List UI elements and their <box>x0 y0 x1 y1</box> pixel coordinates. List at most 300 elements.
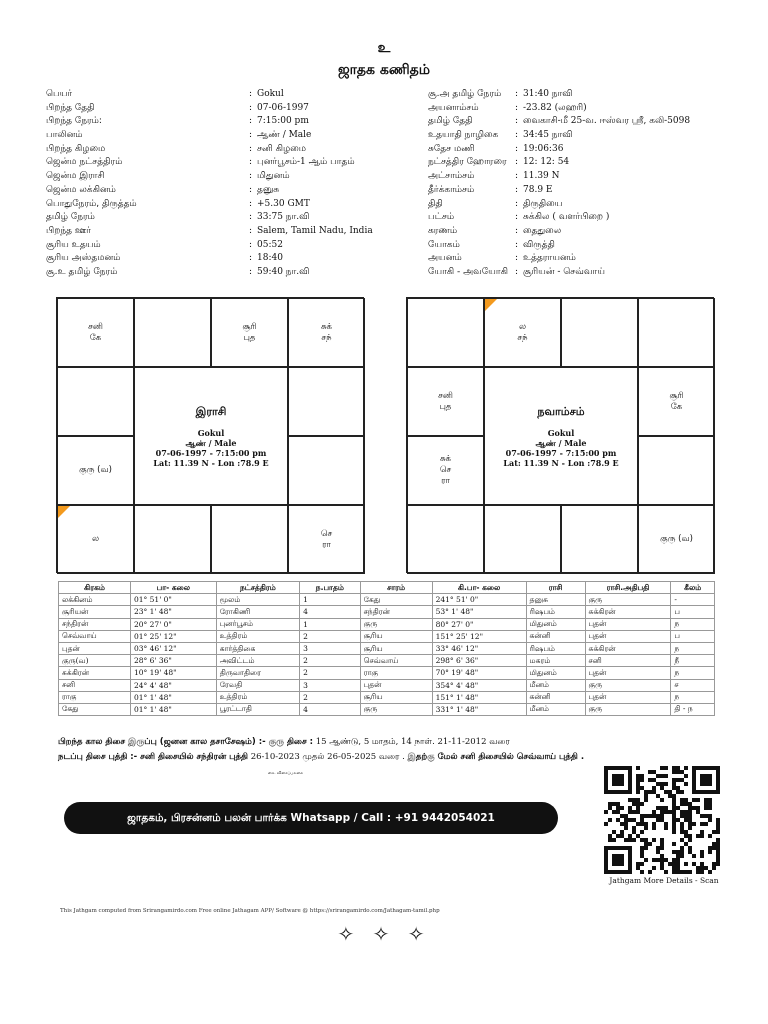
info-value: +5.30 GMT <box>257 198 310 209</box>
info-label: அட்சாம்சம் <box>428 171 475 182</box>
info-value: 78.9 E <box>523 184 553 195</box>
table-cell: சந்திரன் <box>59 618 131 630</box>
info-label: உதயாதி நாழிகை <box>428 130 499 141</box>
planet-label: குரு (வ) <box>660 534 693 544</box>
table-row <box>59 606 715 618</box>
info-value: தனுசு <box>257 184 280 195</box>
house-cell <box>638 505 715 574</box>
planet-label: ரா <box>322 539 331 550</box>
planet-label: குரு (வ) <box>79 465 112 475</box>
house-cell <box>288 436 365 505</box>
table-cell: 1 <box>300 594 361 606</box>
house-cell <box>288 298 365 367</box>
info-separator: : <box>515 198 519 209</box>
info-label: ஜென்ம இராசி <box>46 171 105 182</box>
table-cell: கார்த்திகை <box>216 642 299 654</box>
info-separator: : <box>515 184 519 195</box>
info-value: மிதுனம் <box>257 171 290 182</box>
info-label: சூ.அ தமிழ் நேரம் <box>428 89 502 99</box>
info-separator: : <box>249 198 253 209</box>
table-header-row <box>59 582 715 594</box>
info-value: 07-06-1997 <box>257 102 309 113</box>
table-row <box>59 630 715 642</box>
page-title: ஜாதக கணிதம் <box>337 62 431 78</box>
info-row <box>46 143 386 157</box>
info-value: ஆண் / Male <box>257 130 312 141</box>
table-cell: சுக்கிரன் <box>585 606 671 618</box>
table-cell: மிதுனம் <box>526 618 585 630</box>
info-separator: : <box>249 266 253 277</box>
info-row <box>428 115 748 129</box>
qr-caption: Jathgam More Details - Scan <box>609 876 719 885</box>
footer-credit: This Jathgam computed from Srirangamirdo.com Free online Jathagam APP/ Software @ https://srirangamirdo.com/Jathagam-tamil.php <box>60 908 440 914</box>
table-cell: ரிஷபம் <box>526 642 585 654</box>
info-value: சுக்கில ( வளர்பிறை ) <box>523 212 610 223</box>
info-row <box>428 156 748 170</box>
house-cell <box>638 436 715 505</box>
info-row <box>428 211 748 225</box>
info-value: திருதியை <box>523 198 563 209</box>
info-row <box>428 88 748 102</box>
qr-code-image[interactable] <box>604 766 720 874</box>
info-row <box>46 102 386 116</box>
table-cell: 4 <box>300 703 361 715</box>
table-cell: புதன் <box>585 691 671 703</box>
info-separator: : <box>249 253 253 264</box>
planet-position-table <box>58 581 715 716</box>
table-cell: மிதுனம் <box>526 667 585 679</box>
info-row <box>428 184 748 198</box>
chart-gender: ஆண் / Male <box>535 437 587 448</box>
info-label: தீர்க்காம்சம் <box>428 184 475 195</box>
info-row <box>428 143 748 157</box>
table-cell: திருவாதிரை <box>216 667 299 679</box>
planet-label: புத <box>243 332 256 343</box>
table-cell: மகரம் <box>526 655 585 667</box>
info-separator: : <box>249 143 253 154</box>
column-header: ராசி.அதிபதி <box>585 582 671 594</box>
house-cell <box>57 505 134 574</box>
info-value: 31:40 நாவி <box>523 89 573 99</box>
table-cell: செவ்வாய் <box>59 630 131 642</box>
table-cell: 151° 1' 48" <box>432 691 526 703</box>
table-cell: புதன் <box>59 642 131 654</box>
info-value: 59:40 நா.வி <box>257 266 310 277</box>
planet-label: கே <box>670 401 683 412</box>
birth-dasa-value: 15 ஆண்டு, 5 மாதம், 14 நாள். 21-11-2012 வரை <box>313 737 510 747</box>
table-cell: கன்னி <box>526 630 585 642</box>
info-label: நட்சத்திர ஹோரரை <box>428 157 507 168</box>
info-value: 11.39 N <box>523 171 560 182</box>
info-value: புனர்பூசம்-1 ஆம் பாதம் <box>257 157 355 168</box>
info-label: தமிழ் தேதி <box>428 116 473 127</box>
info-value: Salem, Tamil Nadu, India <box>257 225 373 236</box>
table-cell: 01° 1' 48" <box>130 691 216 703</box>
info-label: பட்சம் <box>428 212 455 223</box>
table-cell: 01° 25' 12" <box>130 630 216 642</box>
info-separator: : <box>515 266 519 277</box>
table-cell: ந <box>671 642 715 654</box>
house-cell <box>134 505 211 574</box>
table-row <box>59 594 715 606</box>
table-cell: புனர்பூசம் <box>216 618 299 630</box>
table-cell: சூரிய <box>360 630 432 642</box>
chart-center <box>484 367 638 505</box>
house-cell <box>638 298 715 367</box>
lagna-marker-icon <box>485 299 497 311</box>
table-cell: புதன் <box>360 679 432 691</box>
table-cell: 23° 1' 48" <box>130 606 216 618</box>
table-cell: 70° 19' 48" <box>432 667 526 679</box>
chart-title: நவாம்சம் <box>537 404 585 418</box>
chart-datetime: 07-06-1997 - 7:15:00 pm <box>505 447 617 458</box>
chart-name: Gokul <box>197 427 225 438</box>
table-cell: ரோகிணி <box>216 606 299 618</box>
table-cell: சந்திரன் <box>360 606 432 618</box>
info-separator: : <box>515 102 519 113</box>
table-cell: சுக்கிரன் <box>59 667 131 679</box>
info-separator: : <box>515 253 519 264</box>
next-bhukti-note: இதற்கு மேல் சனி திசையில் செவ்வாய் புத்தி . <box>407 752 585 762</box>
table-cell: லக்கினம் <box>59 594 131 606</box>
table-cell: 3 <box>300 642 361 654</box>
info-row <box>46 266 386 280</box>
table-cell: தி - ந <box>671 703 715 715</box>
info-separator: : <box>249 130 253 141</box>
house-cell <box>288 505 365 574</box>
info-label: சூ.உ தமிழ் நேரம் <box>46 266 118 277</box>
info-row <box>46 239 386 253</box>
decorative-stars-icon: ✧ ✧ ✧ <box>337 922 431 946</box>
table-cell: கேது <box>59 703 131 715</box>
house-cell <box>288 367 365 436</box>
table-cell: மூலம் <box>216 594 299 606</box>
planet-label: சுக் <box>321 321 332 332</box>
info-value: 34:45 நாவி <box>523 130 573 141</box>
info-separator: : <box>515 116 519 127</box>
info-label: யோகம் <box>428 239 460 250</box>
table-cell: குரு <box>585 679 671 691</box>
info-separator: : <box>515 239 519 250</box>
info-row <box>46 170 386 184</box>
table-cell: சுக்கிரன் <box>585 642 671 654</box>
table-cell: புதன் <box>585 630 671 642</box>
info-row <box>46 225 386 239</box>
info-row <box>46 198 386 212</box>
table-cell: செவ்வாய் <box>360 655 432 667</box>
om-symbol: உ <box>377 40 391 56</box>
table-cell: 241° 51' 0" <box>432 594 526 606</box>
table-cell: 20° 27' 0" <box>130 618 216 630</box>
house-cell <box>561 298 638 367</box>
info-row <box>46 88 386 102</box>
planet-label: சனி <box>438 390 453 401</box>
planet-label: ல <box>518 321 527 332</box>
info-separator: : <box>515 171 519 182</box>
info-value: -23.82 (லஹரி) <box>523 102 587 113</box>
table-cell: 2 <box>300 630 361 642</box>
info-label: கரணம் <box>428 225 458 236</box>
info-label: சுதேச மணி <box>428 143 475 154</box>
info-value: 19:06:36 <box>523 143 564 154</box>
table-cell: 80° 27' 0" <box>432 618 526 630</box>
table-cell: ந <box>671 618 715 630</box>
table-cell: 2 <box>300 655 361 667</box>
info-row <box>46 252 386 266</box>
table-cell: பூரட்டாதி <box>216 703 299 715</box>
info-label: ஜென்ம நட்சத்திரம் <box>46 157 123 168</box>
table-cell: நீ <box>671 655 715 667</box>
info-label: அயனம் <box>428 253 462 264</box>
table-cell: உத்திரம் <box>216 630 299 642</box>
table-cell: சனி <box>59 679 131 691</box>
table-cell: 10° 19' 48" <box>130 667 216 679</box>
info-separator: : <box>515 89 519 99</box>
info-value: வைகாசி-மீ 25-வ. ஈஸ்வர ஸ்ரீ, கலி-5098 <box>523 116 691 127</box>
table-cell: ச <box>671 679 715 691</box>
table-row <box>59 691 715 703</box>
planet-label: சூரி <box>669 390 684 401</box>
table-cell: 24° 4' 48" <box>130 679 216 691</box>
house-cell <box>134 298 211 367</box>
chart-latlon: Lat: 11.39 N - Lon :78.9 E <box>153 457 269 468</box>
table-cell: உத்திரம் <box>216 691 299 703</box>
info-row <box>46 115 386 129</box>
house-cell <box>211 298 288 367</box>
table-row <box>59 679 715 691</box>
house-cell <box>57 436 134 505</box>
rasi-chart <box>56 297 364 573</box>
table-cell: சூரிய <box>360 691 432 703</box>
birth-details-right <box>428 88 748 280</box>
chart-center <box>134 367 288 505</box>
planet-label: கே <box>89 332 102 343</box>
table-cell: 151° 25' 12" <box>432 630 526 642</box>
table-row <box>59 703 715 715</box>
column-header: கி.பா- கலை <box>432 582 526 594</box>
column-header: ந.பாதம் <box>300 582 361 594</box>
table-cell: 01° 51' 0" <box>130 594 216 606</box>
table-cell: 3 <box>300 679 361 691</box>
lagna-marker-icon <box>58 506 70 518</box>
info-label: பாலினம் <box>46 130 83 141</box>
table-cell: சூரிய <box>360 642 432 654</box>
table-cell: 33° 46' 12" <box>432 642 526 654</box>
table-cell: மீனம் <box>526 703 585 715</box>
table-cell: 1 <box>300 618 361 630</box>
table-cell: குரு <box>585 594 671 606</box>
info-row <box>46 156 386 170</box>
info-separator: : <box>249 116 253 127</box>
info-label: சூரிய உதயம் <box>46 239 101 250</box>
table-cell: 28° 6' 36" <box>130 655 216 667</box>
house-cell <box>561 505 638 574</box>
info-label: பிறந்த நேரம்: <box>46 116 102 127</box>
info-row <box>46 129 386 143</box>
house-cell <box>484 505 561 574</box>
table-cell: மீனம் <box>526 679 585 691</box>
birth-dasa-note <box>58 737 510 748</box>
house-cell <box>638 367 715 436</box>
chart-title: இராசி <box>195 404 227 418</box>
info-separator: : <box>249 212 253 223</box>
info-label: ஜென்ம லக்கினம் <box>46 184 116 195</box>
navamsa-chart <box>406 297 714 573</box>
info-value: விருத்தி <box>523 239 555 250</box>
birth-dasa-label: பிறந்த கால திசை இருப்பு (ஜனன கால தசாசேஷம்) :- குரு திசை : <box>58 737 314 747</box>
column-header: கீலம் <box>671 582 715 594</box>
table-cell: - <box>671 594 715 606</box>
table-cell: ரேவதி <box>216 679 299 691</box>
table-cell: ப <box>671 606 715 618</box>
info-value: 18:40 <box>257 253 283 264</box>
info-value: Gokul <box>257 89 284 99</box>
info-separator: : <box>249 225 253 236</box>
house-cell <box>407 367 484 436</box>
info-row <box>428 225 748 239</box>
table-cell: கேது <box>360 594 432 606</box>
column-header: நட்சத்திரம் <box>216 582 299 594</box>
info-label: பெயர் <box>46 89 73 99</box>
house-cell <box>407 436 484 505</box>
planet-label: புத <box>439 401 452 412</box>
info-label: அயனாம்சம் <box>428 102 479 113</box>
table-cell: குரு <box>585 703 671 715</box>
table-cell: புதன் <box>585 667 671 679</box>
house-cell <box>211 505 288 574</box>
chart-name: Gokul <box>547 427 575 438</box>
table-cell: 331° 1' 48" <box>432 703 526 715</box>
table-cell: குரு <box>360 618 432 630</box>
info-row <box>428 266 748 280</box>
info-label: பிறந்த கிழமை <box>46 143 106 154</box>
info-row <box>46 211 386 225</box>
chart-latlon: Lat: 11.39 N - Lon :78.9 E <box>503 457 619 468</box>
table-cell: ந <box>671 667 715 679</box>
info-value: 33:75 நா.வி <box>257 212 310 223</box>
table-cell: 298° 6' 36" <box>432 655 526 667</box>
table-cell: தனுசு <box>526 594 585 606</box>
column-header: சாரம் <box>360 582 432 594</box>
planet-label: சந் <box>321 332 332 343</box>
house-cell <box>57 298 134 367</box>
current-dasa-period: 26-10-2023 முதல் 26-05-2025 வரை . <box>248 752 408 762</box>
table-cell: ப <box>671 630 715 642</box>
house-cell <box>407 505 484 574</box>
table-cell: சனி <box>585 655 671 667</box>
info-separator: : <box>249 184 253 195</box>
table-cell: 2 <box>300 667 361 679</box>
planet-label: சுக் <box>440 454 451 464</box>
current-dasa-note <box>58 752 584 763</box>
planet-label: சனி <box>88 321 103 332</box>
table-cell: ரிஷபம் <box>526 606 585 618</box>
planet-label: ல <box>91 534 100 544</box>
column-header: பா- கலை <box>130 582 216 594</box>
table-cell: சூரியன் <box>59 606 131 618</box>
planet-label: சூரி <box>242 321 257 332</box>
info-separator: : <box>249 89 253 99</box>
table-row <box>59 618 715 630</box>
info-row <box>428 198 748 212</box>
info-label: சூரிய அஸ்தமனம் <box>46 253 121 264</box>
table-cell: 03° 46' 12" <box>130 642 216 654</box>
info-row <box>428 102 748 116</box>
info-label: பிறந்த ஊர் <box>46 225 91 236</box>
table-cell: ராகு <box>360 667 432 679</box>
info-row <box>428 252 748 266</box>
info-row <box>46 184 386 198</box>
table-row <box>59 655 715 667</box>
info-label: யோகி - அவயோகி <box>428 266 508 277</box>
info-separator: : <box>515 225 519 236</box>
info-value: சூரியன் - செவ்வாய் <box>523 266 605 277</box>
table-cell: 4 <box>300 606 361 618</box>
info-separator: : <box>515 212 519 223</box>
info-separator: : <box>249 239 253 250</box>
table-cell: 53° 1' 48" <box>432 606 526 618</box>
info-value: உத்தராயனம் <box>523 253 576 264</box>
column-header: ராசி <box>526 582 585 594</box>
signature-label: கை. விசைப்பலகை <box>268 770 304 775</box>
info-label: பிறந்த தேதி <box>46 102 95 113</box>
info-label: திதி <box>428 198 443 209</box>
info-label: பொதுநேரம், திருத்தம் <box>46 198 137 209</box>
table-cell: 354° 4' 48" <box>432 679 526 691</box>
planet-label: சந் <box>517 332 528 343</box>
table-row <box>59 667 715 679</box>
info-value: சனி கிழமை <box>257 143 306 154</box>
table-cell: 2 <box>300 691 361 703</box>
info-separator: : <box>515 157 519 168</box>
chart-datetime: 07-06-1997 - 7:15:00 pm <box>155 447 267 458</box>
info-value: தைதுலை <box>523 225 562 236</box>
info-separator: : <box>249 171 253 182</box>
planet-label: ரா <box>441 476 450 486</box>
column-header: கிரகம் <box>59 582 131 594</box>
house-cell <box>484 298 561 367</box>
house-cell <box>407 298 484 367</box>
info-value: 12: 12: 54 <box>523 157 570 168</box>
table-cell: புதன் <box>585 618 671 630</box>
table-cell: கன்னி <box>526 691 585 703</box>
table-cell: அவிட்டம் <box>216 655 299 667</box>
info-row <box>428 239 748 253</box>
info-separator: : <box>249 157 253 168</box>
table-row <box>59 642 715 654</box>
contact-banner[interactable]: ஜாதகம், பிரசன்னம் பலன் பார்க்க Whatsapp / Call : +91 9442054021 <box>64 802 558 834</box>
planet-label: செ <box>320 528 333 539</box>
table-cell: 01° 1' 48" <box>130 703 216 715</box>
info-label: தமிழ் நேரம் <box>46 212 95 223</box>
info-row <box>428 129 748 143</box>
info-separator: : <box>515 130 519 141</box>
current-dasa-label: நடப்பு திசை புத்தி :- சனி திசையில் சந்திரன் புத்தி <box>58 752 249 762</box>
chart-gender: ஆண் / Male <box>185 437 237 448</box>
birth-details-left <box>46 88 386 280</box>
planet-label: செ <box>439 465 452 475</box>
info-row <box>428 170 748 184</box>
table-cell: ராகு <box>59 691 131 703</box>
house-cell <box>57 367 134 436</box>
table-cell: குரு <box>360 703 432 715</box>
info-separator: : <box>249 102 253 113</box>
info-value: 7:15:00 pm <box>257 116 309 127</box>
table-cell: ந <box>671 691 715 703</box>
table-cell: குரு(வ) <box>59 655 131 667</box>
info-value: 05:52 <box>257 239 283 250</box>
info-separator: : <box>515 143 519 154</box>
